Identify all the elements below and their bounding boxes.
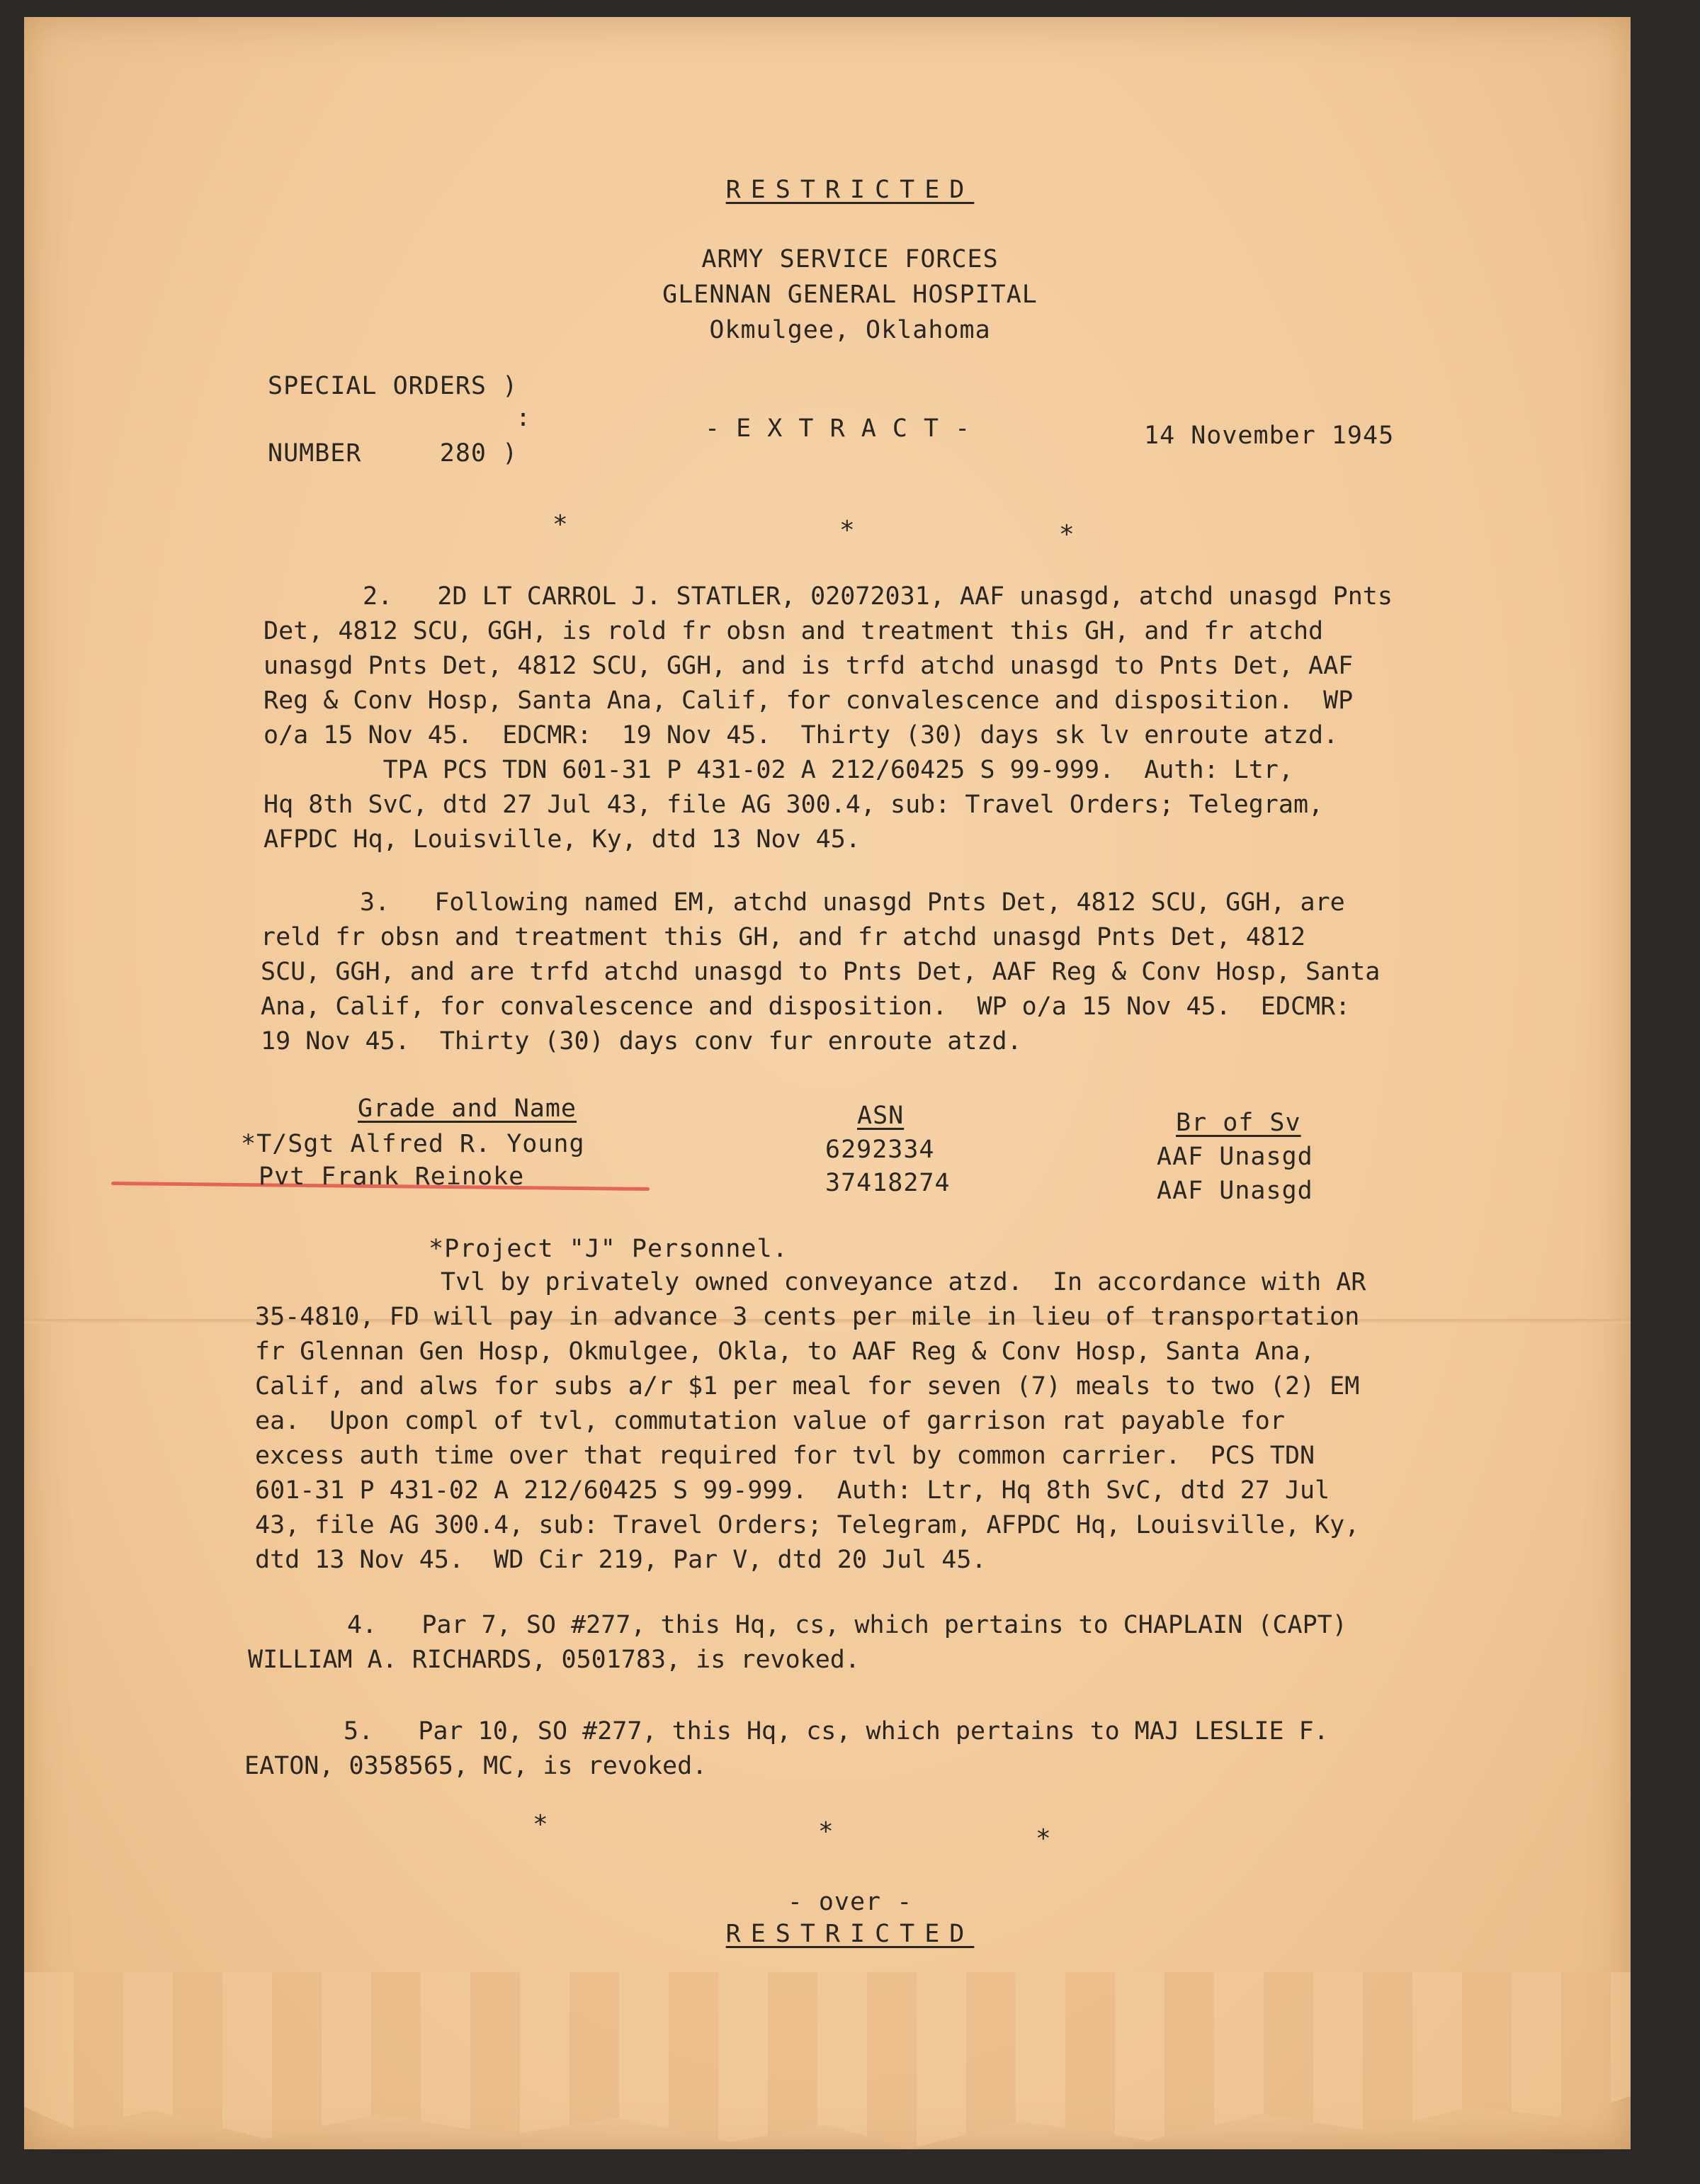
text-line: Det, 4812 SCU, GGH, is rold fr obsn and treatment this GH, and fr atchd (264, 617, 1324, 645)
project-j-note: *Project "J" Personnel. (429, 1235, 788, 1263)
special-orders-colon: : (516, 404, 532, 432)
text-line: 19 Nov 45. Thirty (30) days conv fur enroute atzd. (261, 1027, 1022, 1056)
text-line: 601-31 P 431-02 A 212/60425 S 99-999. Auth: Ltr, Hq 8th SvC, dtd 27 Jul (255, 1476, 1330, 1505)
text-line: Hq 8th SvC, dtd 27 Jul 43, file AG 300.4, sub: Travel Orders; Telegram, (264, 791, 1324, 819)
text-line: ea. Upon compl of tvl, commutation value of garrison rat payable for (255, 1407, 1285, 1435)
text-line: TPA PCS TDN 601-31 P 431-02 A 212/60425 S 99-999. Auth: Ltr, (264, 756, 1293, 784)
separator-star: * (1036, 1824, 1051, 1853)
paragraph-2 (264, 579, 1393, 857)
text-line: 3. Following named EM, atchd unasgd Pnts Det, 4812 SCU, GGH, are (360, 888, 1345, 917)
column-header-branch: Br of Sv (1176, 1109, 1301, 1137)
restricted-heading-bottom: RESTRICTED (725, 1920, 975, 1948)
separator-star: * (552, 510, 568, 539)
paragraph-4 (248, 1608, 1347, 1677)
text-line: SCU, GGH, and are trfd atchd unasgd to Pnts Det, AAF Reg & Conv Hosp, Santa (261, 958, 1381, 986)
text-line: reld fr obsn and treatment this GH, and fr atchd unasgd Pnts Det, 4812 (261, 923, 1306, 951)
separator-star: * (1059, 520, 1075, 549)
extract-label: - E X T R A C T - (705, 414, 971, 443)
text-line: 4. Par 7, SO #277, this Hq, cs, which pertains to CHAPLAIN (CAPT) (347, 1611, 1347, 1639)
text-line: 43, file AG 300.4, sub: Travel Orders; Telegram, AFPDC Hq, Louisville, Ky, (255, 1511, 1360, 1539)
text-line: Reg & Conv Hosp, Santa Ana, Calif, for convalescence and disposition. WP (264, 686, 1354, 715)
restricted-heading-top: RESTRICTED (725, 176, 975, 204)
header-line-army-service-forces: ARMY SERVICE FORCES (701, 245, 999, 273)
text-line: EATON, 0358565, MC, is revoked. (244, 1752, 708, 1780)
roster-name: Pvt Frank Reinoke (259, 1162, 525, 1191)
text-line: excess auth time over that required for tvl by common carrier. PCS TDN (255, 1442, 1315, 1470)
text-line: AFPDC Hq, Louisville, Ky, dtd 13 Nov 45. (264, 825, 861, 854)
separator-star: * (533, 1810, 548, 1839)
text-line: Ana, Calif, for convalescence and disposition. WP o/a 15 Nov 45. EDCMR: (261, 992, 1351, 1021)
text-line: dtd 13 Nov 45. WD Cir 219, Par V, dtd 20 Jul 45. (255, 1546, 987, 1574)
special-orders-label: SPECIAL ORDERS ) (268, 372, 518, 400)
roster-branch: AAF Unasgd (1157, 1177, 1313, 1205)
column-header-grade-and-name: Grade and Name (358, 1094, 577, 1123)
column-header-asn: ASN (857, 1102, 905, 1130)
text-line: o/a 15 Nov 45. EDCMR: 19 Nov 45. Thirty (30) days sk lv enroute atzd. (264, 721, 1339, 749)
separator-star: * (818, 1817, 834, 1846)
text-line: fr Glennan Gen Hosp, Okmulgee, Okla, to AAF Reg & Conv Hosp, Santa Ana, (255, 1337, 1315, 1366)
header-line-hospital: GLENNAN GENERAL HOSPITAL (662, 281, 1038, 309)
roster-asn: 37418274 (825, 1169, 951, 1197)
text-line: 2. 2D LT CARROL J. STATLER, 02072031, AAF unasgd, atchd unasgd Pnts (363, 582, 1393, 611)
header-line-location: Okmulgee, Oklahoma (709, 316, 991, 344)
text-line: 35-4810, FD will pay in advance 3 cents per mile in lieu of transportation (255, 1303, 1360, 1331)
text-line: Tvl by privately owned conveyance atzd. In accordance with AR (441, 1268, 1366, 1296)
text-line: Calif, and alws for subs a/r $1 per meal for seven (7) meals to two (2) EM (255, 1372, 1360, 1401)
separator-star: * (839, 516, 855, 545)
text-line: unasgd Pnts Det, 4812 SCU, GGH, and is trfd atchd unasgd to Pnts Det, AAF (264, 652, 1354, 680)
paragraph-3 (261, 886, 1380, 1059)
order-date: 14 November 1945 (1144, 421, 1395, 450)
paragraph-5 (244, 1714, 1329, 1784)
roster-name: *T/Sgt Alfred R. Young (241, 1130, 585, 1158)
over-note: - over - (787, 1888, 913, 1916)
travel-paragraph (255, 1265, 1366, 1578)
text-line: 5. Par 10, SO #277, this Hq, cs, which pertains to MAJ LESLIE F. (344, 1717, 1329, 1745)
order-number: NUMBER 280 ) (268, 439, 518, 468)
torn-bottom-edge (24, 1972, 1631, 2149)
roster-asn: 6292334 (825, 1136, 935, 1164)
roster-branch: AAF Unasgd (1157, 1143, 1313, 1171)
text-line: WILLIAM A. RICHARDS, 0501783, is revoked. (248, 1646, 860, 1674)
